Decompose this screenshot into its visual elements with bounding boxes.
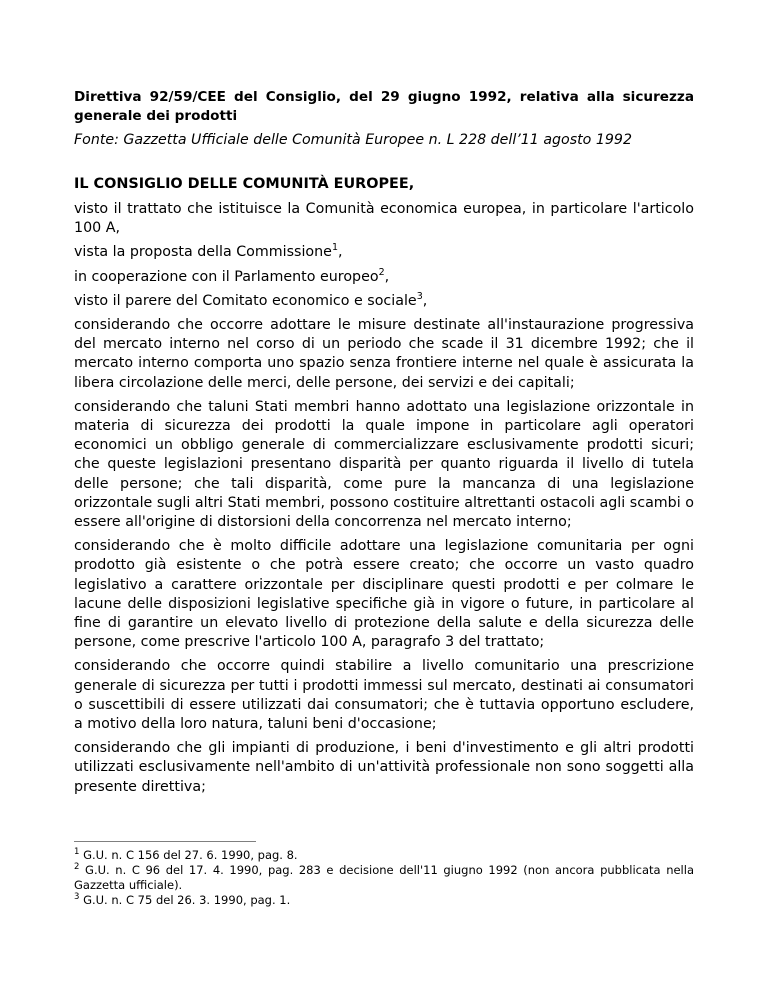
recital-text: in cooperazione con il Parlamento europeo [74,268,379,285]
footnote-ref: 2 [378,266,385,278]
recital-community-legislation: considerando che è molto difficile adottare una legislazione comunitaria per ogni prodotto già esistente o che potrà essere creato; che occorre un vasto quadro legislativo a carattere orizzontale per disciplinare questi prodotti e per colmare le lacune delle disposizioni legislative specifiche già in vigore o future, in particolare al fine di garantire un elevato livello di protezione della salute e della sicurezza delle persone, come prescrive l'articolo 100 A, paragrafo 3 del trattato; [74,538,694,651]
footnote-text: G.U. n. C 156 del 27. 6. 1990, pag. 8. [79,848,298,862]
footnote-text: G.U. n. C 96 del 17. 4. 1990, pag. 283 e decisione dell'11 giugno 1992 (non ancora pubblicata nella Gazzetta ufficiale). [74,863,694,892]
footnote-divider [74,841,256,842]
footnote-item [74,863,694,893]
recitals-body [74,200,694,802]
footnote-item [74,893,694,908]
council-heading: IL CONSIGLIO DELLE COMUNITÀ EUROPEE, [74,176,415,192]
footnote-ref: 3 [416,290,423,302]
recital-punctuation: , [422,292,428,309]
recital-internal-market: considerando che occorre adottare le misure destinate all'instaurazione progressiva del mercato interno nel corso di un periodo che scade il 31 dicembre 1992; che il mercato interno comporta uno spazio senza frontiere interne nel quale è assicurata la libera circolazione delle merci, delle persone, dei servizi e dei capitali; [74,317,694,391]
footnote-ref: 1 [331,242,338,254]
recital-text: vista la proposta della Commissione [74,244,332,261]
recital-general-safety: considerando che occorre quindi stabilire a livello comunitario una prescrizione generale di sicurezza per tutti i prodotti immessi sul mercato, destinati ai consumatori o suscettibili di essere utilizzati dai consumatori; che è tuttavia opportuno escludere, a motivo della loro natura, taluni beni d'occasione; [74,658,694,733]
recital-punctuation: , [338,244,343,261]
recital-treaty: visto il trattato che istituisce la Comunità economica europea, in particolare l'articolo 100 A, [74,201,694,237]
recital-member-states: considerando che taluni Stati membri hanno adottato una legislazione orizzontale in materia di sicurezza dei prodotti la quale impone in particolare agli operatori economici un obbligo generale di commercializzare esclusivamente prodotti sicuri; che queste legislazioni presentano disparità per quanto riguarda il livello di tutela delle persone; che tali disparità, come pure la mancanza di una legislazione orizzontale sugli altri Stati membri, possono costituire altrettanti ostacoli agli scambi o essere all'origine di distorsioni della concorrenza nel mercato interno; [74,398,694,531]
footnote-number: 1 [74,847,80,857]
footnote-number: 2 [74,862,80,872]
footnote-text: G.U. n. C 75 del 26. 3. 1990, pag. 1. [79,893,291,907]
document-title: Direttiva 92/59/CEE del Consiglio, del 29 giugno 1992, relativa alla sicurezza generale dei prodotti [74,89,694,124]
recital-text: visto il parere del Comitato economico e sociale [74,292,417,309]
footnote-item [74,848,694,863]
recital-punctuation: , [384,268,390,285]
footnotes [74,848,694,908]
document-source: Fonte: Gazzetta Ufficiale delle Comunità Europee n. L 228 dell’11 agosto 1992 [74,132,632,148]
recital-production-plants: considerando che gli impianti di produzione, i beni d'investimento e gli altri prodotti utilizzati esclusivamente nell'ambito di un'attività professionale non sono soggetti alla presente direttiva; [74,740,694,795]
recital-parliament [74,268,694,287]
footnote-number: 3 [74,892,80,902]
recital-commission-proposal [74,243,694,262]
recital-committee-opinion [74,292,694,311]
